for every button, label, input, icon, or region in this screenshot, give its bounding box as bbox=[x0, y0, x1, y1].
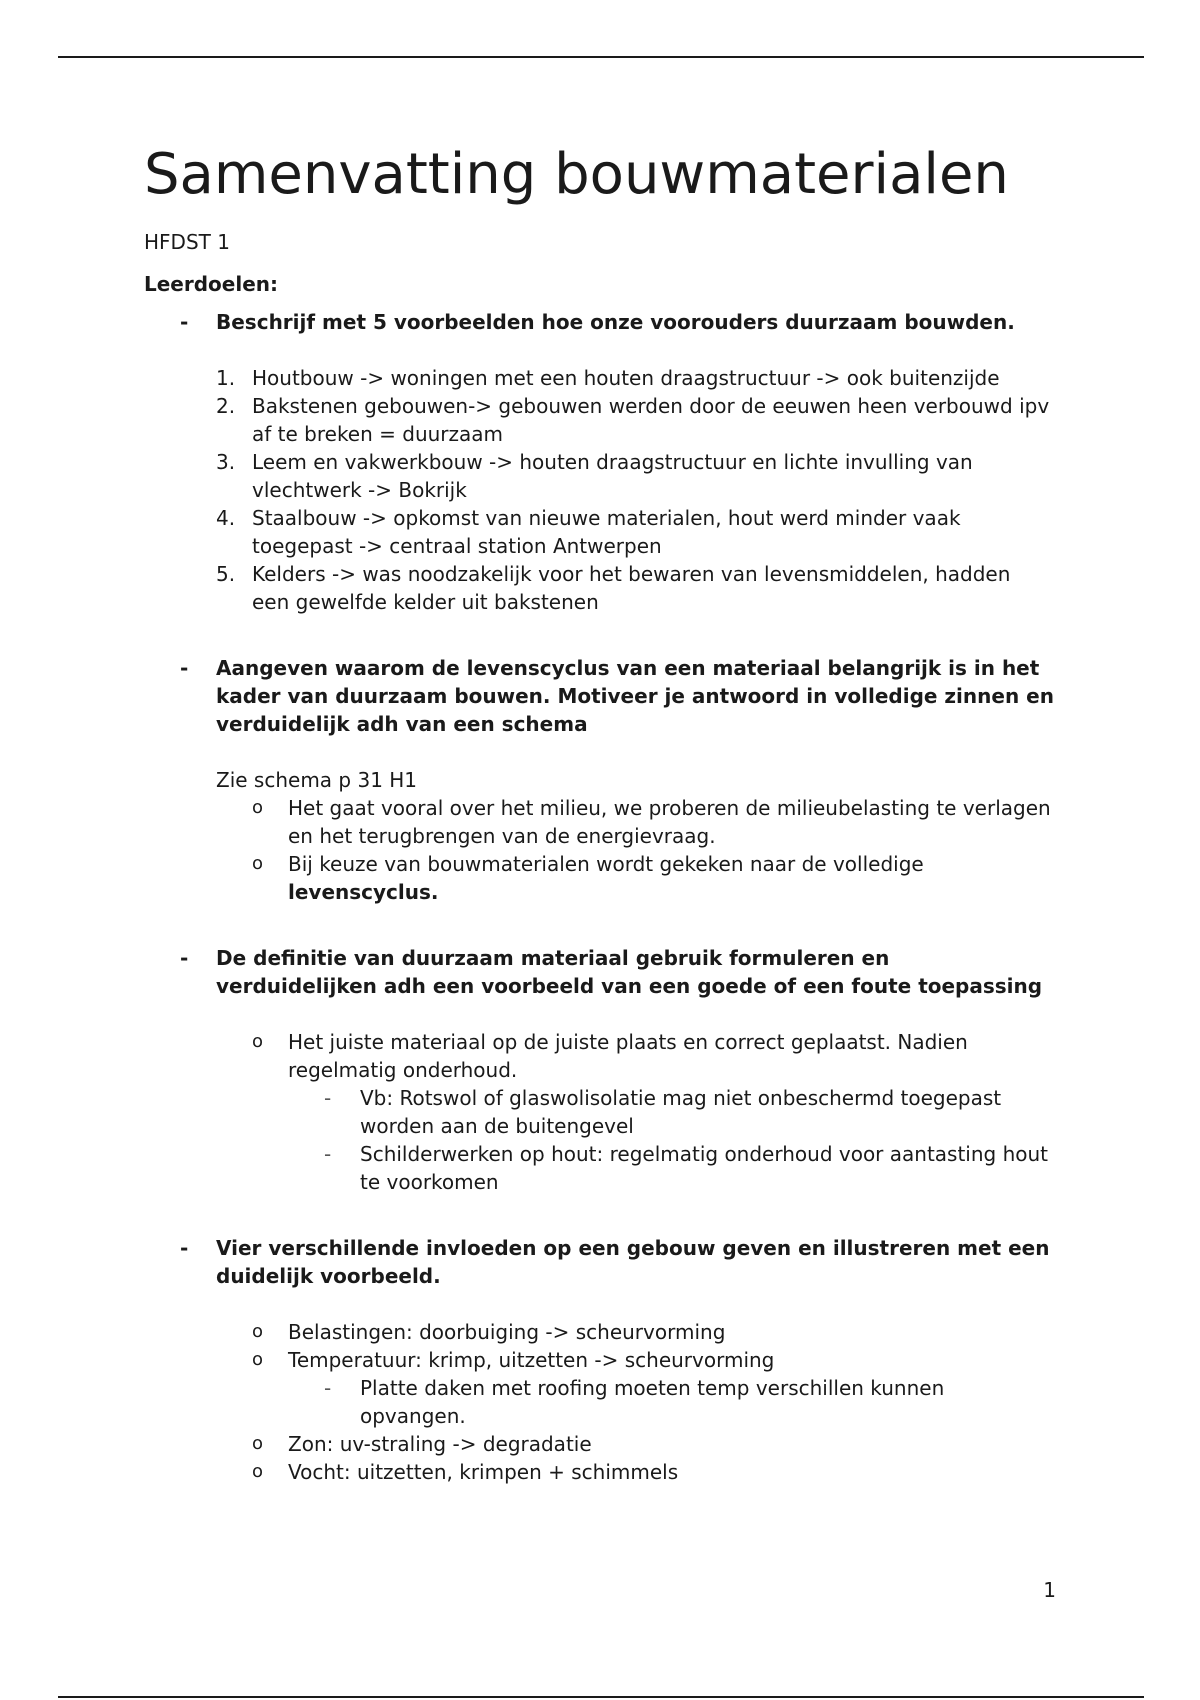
list-text: Platte daken met roofing moeten temp verschillen kunnen opvangen. bbox=[360, 1376, 945, 1428]
dash-bullet: - bbox=[180, 656, 189, 680]
dash-bullet: - bbox=[180, 1236, 189, 1260]
list-text: Bij keuze van bouwmaterialen wordt gekeken naar de volledige bbox=[288, 852, 924, 876]
list-number: 3. bbox=[216, 450, 236, 474]
list-item bbox=[216, 392, 1054, 448]
bottom-rule bbox=[58, 1696, 1144, 1698]
goal-section-2 bbox=[144, 654, 1054, 906]
o-bullet: o bbox=[252, 797, 264, 818]
goal-section-4 bbox=[144, 1234, 1054, 1486]
list-text: Temperatuur: krimp, uitzetten -> scheurvorming bbox=[288, 1348, 775, 1372]
o-bullet: o bbox=[252, 1031, 264, 1052]
dash-bullet: - bbox=[180, 310, 189, 334]
goals-heading: Leerdoelen: bbox=[144, 272, 279, 296]
list-number: 4. bbox=[216, 506, 236, 530]
sub-list-item bbox=[324, 1374, 1054, 1430]
sub-list bbox=[288, 1084, 1054, 1196]
list-item bbox=[252, 1346, 1054, 1430]
list-number: 2. bbox=[216, 394, 236, 418]
list-text: Zon: uv-straling -> degradatie bbox=[288, 1432, 592, 1456]
list-item bbox=[216, 560, 1054, 616]
page-number: 1 bbox=[1043, 1578, 1056, 1602]
list-text: Belastingen: doorbuiging -> scheurvorming bbox=[288, 1320, 726, 1344]
list-number: 1. bbox=[216, 366, 236, 390]
o-bullet: o bbox=[252, 853, 264, 874]
goal-question: Beschrijf met 5 voorbeelden hoe onze voorouders duurzaam bouwden. bbox=[216, 310, 1015, 334]
o-bullet: o bbox=[252, 1433, 264, 1454]
list-text: Leem en vakwerkbouw -> houten draagstructuur en lichte invulling van vlechtwerk -> Bokrijk bbox=[252, 450, 973, 502]
sub-list-item bbox=[324, 1084, 1054, 1140]
list-text-bold: levenscyclus. bbox=[288, 880, 439, 904]
o-bullet: o bbox=[252, 1349, 264, 1370]
o-bullet: o bbox=[252, 1461, 264, 1482]
list-item bbox=[252, 1318, 1054, 1346]
list-text: Kelders -> was noodzakelijk voor het bewaren van levensmiddelen, hadden een gewelfde kelder uit bakstenen bbox=[252, 562, 1011, 614]
list-item bbox=[216, 364, 1054, 392]
list-text: Vocht: uitzetten, krimpen + schimmels bbox=[288, 1460, 679, 1484]
list-item bbox=[252, 794, 1054, 850]
schema-note: Zie schema p 31 H1 bbox=[216, 768, 418, 792]
list-text: Houtbouw -> woningen met een houten draagstructuur -> ook buitenzijde bbox=[252, 366, 1000, 390]
dash-bullet: - bbox=[180, 946, 189, 970]
o-bullet: o bbox=[252, 1321, 264, 1342]
o-bullet-list bbox=[216, 1028, 1054, 1196]
numbered-list bbox=[216, 364, 1054, 616]
goal-question: Vier verschillende invloeden op een gebouw geven en illustreren met een duidelijk voorbeeld. bbox=[216, 1236, 1050, 1288]
list-item bbox=[252, 1430, 1054, 1458]
goal-question: Aangeven waarom de levenscyclus van een materiaal belangrijk is in het kader van duurzaam bouwen. Motiveer je antwoord in volledige zinnen en verduidelijk adh van een schema bbox=[216, 656, 1054, 736]
sub-list-item bbox=[324, 1140, 1054, 1196]
o-bullet-list bbox=[216, 794, 1054, 906]
o-bullet-list bbox=[216, 1318, 1054, 1486]
list-item bbox=[252, 850, 1054, 906]
list-item bbox=[216, 504, 1054, 560]
list-item bbox=[216, 448, 1054, 504]
list-item bbox=[252, 1458, 1054, 1486]
sub-bullet: - bbox=[324, 1086, 332, 1110]
document-page bbox=[144, 140, 1054, 1486]
document-title: Samenvatting bouwmaterialen bbox=[144, 142, 1009, 207]
list-number: 5. bbox=[216, 562, 236, 586]
goal-section-3 bbox=[144, 944, 1054, 1196]
list-text: Staalbouw -> opkomst van nieuwe materialen, hout werd minder vaak toegepast -> centraal station Antwerpen bbox=[252, 506, 961, 558]
list-item bbox=[252, 1028, 1054, 1196]
list-text: Vb: Rotswol of glaswolisolatie mag niet onbeschermd toegepast worden aan de buitengevel bbox=[360, 1086, 1002, 1138]
list-text: Bakstenen gebouwen-> gebouwen werden door de eeuwen heen verbouwd ipv af te breken = duurzaam bbox=[252, 394, 1050, 446]
sub-bullet: - bbox=[324, 1376, 332, 1400]
top-rule bbox=[58, 56, 1144, 58]
sub-list bbox=[288, 1374, 1054, 1430]
list-text: Het juiste materiaal op de juiste plaats en correct geplaatst. Nadien regelmatig onderhoud. bbox=[288, 1030, 968, 1082]
goal-section-1 bbox=[144, 308, 1054, 616]
goal-question: De definitie van duurzaam materiaal gebruik formuleren en verduidelijken adh een voorbeeld van een goede of een foute toepassing bbox=[216, 946, 1043, 998]
chapter-label: HFDST 1 bbox=[144, 230, 230, 254]
list-text: Schilderwerken op hout: regelmatig onderhoud voor aantasting hout te voorkomen bbox=[360, 1142, 1049, 1194]
list-text: Het gaat vooral over het milieu, we proberen de milieubelasting te verlagen en het terugbrengen van de energievraag. bbox=[288, 796, 1051, 848]
sub-bullet: - bbox=[324, 1142, 332, 1166]
